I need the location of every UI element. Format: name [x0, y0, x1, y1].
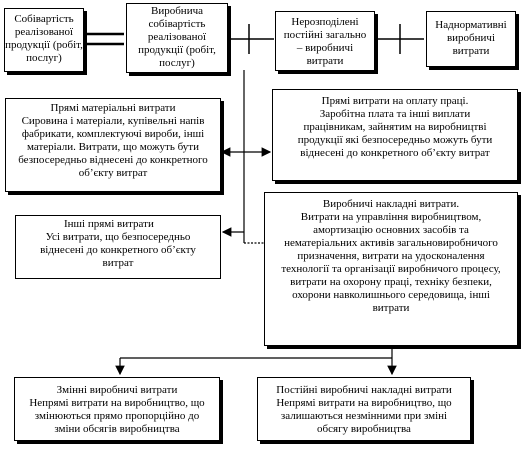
variable-line: зміни обсягів виробництва [54, 423, 180, 435]
other-direct-line: віднесені до конкретного об’єкту [40, 244, 196, 256]
box2-line: продукції (робіт, [138, 44, 216, 56]
overhead-title: Виробничі накладні витрати. [322, 198, 460, 210]
materials-line: Сировина і матеріали, купівельні напів [21, 115, 205, 127]
box3-line: постійні загально [283, 29, 367, 41]
box-variable-production-costs [14, 377, 220, 441]
box2-line: собівартість [148, 18, 206, 30]
box-excess-production-costs [426, 11, 516, 67]
variable-title: Змінні виробничі витрати [56, 384, 178, 396]
overhead-split-connector [120, 346, 392, 374]
overhead-line: витрати [372, 302, 410, 314]
fixed-line: залишаються незмінними при зміні [280, 410, 448, 422]
box-production-cost [126, 3, 228, 73]
labor-line: віднесені до конкретного об’єкту витрат [300, 147, 490, 159]
box1-line: реалізованої [14, 26, 74, 38]
box2-line: реалізованої [147, 31, 207, 43]
fixed-title: Постійні виробничі накладні витрати [276, 384, 452, 396]
fixed-line: Непрямі витрати на виробництво, що [276, 397, 452, 409]
fixed-line: обсягу виробництва [317, 423, 411, 435]
plus-sign-2 [376, 24, 424, 54]
box-direct-materials [5, 98, 221, 192]
overhead-line: нематеріальних активів загальновиробничого [284, 237, 498, 249]
materials-line: об’єкту витрат [78, 167, 148, 179]
box4-line: витрати [452, 45, 490, 57]
box1-line: послуг) [26, 52, 62, 64]
variable-line: змінюються прямо пропорційно до [34, 410, 200, 422]
box-production-overhead [264, 192, 518, 346]
materials-line: матеріали. Витрати, що можуть бути [27, 141, 199, 153]
box2-line: послуг) [159, 57, 195, 69]
overhead-line: витрати на охорону праці, техніку безпеки, [290, 276, 492, 288]
box4-line: Наднормативні [435, 19, 507, 31]
other-direct-line: Усі витрати, що безпосередньо [45, 231, 191, 243]
equals-sign [86, 34, 124, 44]
overhead-line: призначення, витрати на удосконалення [297, 250, 485, 262]
materials-line: фабрикати, комплектуючі вироби, інші [21, 128, 205, 140]
box1-line: продукції (робіт, [5, 39, 83, 51]
box3-line: – виробничі [296, 42, 354, 54]
labor-line: працівникам, зайнятим на виробництві [303, 121, 487, 133]
materials-title: Прямі матеріальні витрати [50, 102, 176, 114]
variable-line: Непрямі витрати на виробництво, що [29, 397, 205, 409]
box2-line: Виробнича [150, 5, 203, 17]
overhead-line: амортизацію основних засобів та [313, 224, 469, 236]
box3-line: витрати [306, 55, 344, 67]
box-other-direct-costs [15, 215, 221, 279]
labor-title: Прямі витрати на оплату праці. [321, 95, 469, 107]
box-unallocated-overhead [275, 11, 375, 71]
other-direct-title: Інші прямі витрати [64, 218, 154, 230]
materials-line: безпосередньо віднесені до конкретного [18, 154, 208, 166]
overhead-line: технології та організації виробничого процесу, [281, 263, 501, 275]
labor-line: Заробітна плата та інші виплати [319, 108, 471, 120]
overhead-line: Витрати на управління виробництвом, [300, 211, 482, 223]
overhead-line: охорони навколишнього середовища, інші [292, 289, 490, 301]
other-direct-line: витрат [102, 257, 134, 269]
box1-line: Собівартість [14, 13, 74, 25]
box4-line: виробничі [446, 32, 496, 44]
box-direct-labor [272, 89, 518, 181]
box-fixed-production-overhead [257, 377, 471, 441]
box3-line: Нерозподілені [291, 16, 359, 28]
box-cost-of-goods-sold [4, 8, 84, 72]
plus-sign-1 [228, 24, 274, 54]
labor-line: продукції які безпосередньо можуть бути [297, 134, 493, 146]
